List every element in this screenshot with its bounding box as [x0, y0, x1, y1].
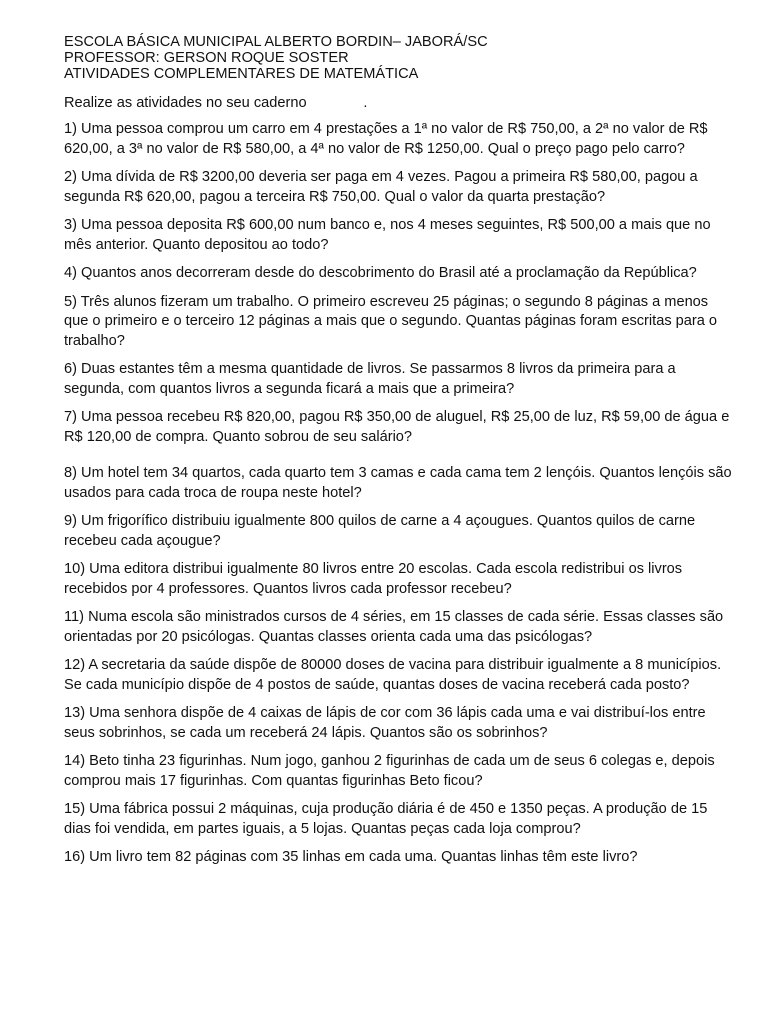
question-3: 3) Uma pessoa deposita R$ 600,00 num banco e, nos 4 meses seguintes, R$ 500,00 a mais que no mês anterior. Quanto depositou ao todo?	[64, 217, 711, 253]
activity-title: ATIVIDADES COMPLEMENTARES DE MATEMÁTICA	[64, 66, 419, 82]
question-9: 9) Um frigorífico distribuiu igualmente 800 quilos de carne a 4 açougues. Quantos quilos de carne recebeu cada açougue?	[64, 513, 696, 549]
question-14: 14) Beto tinha 23 figurinhas. Num jogo, ganhou 2 figurinhas de cada um de seus 6 colegas e, depois comprou mais 17 figurinhas. Com quantas figurinhas Beto ficou?	[64, 753, 715, 789]
question-8: 8) Um hotel tem 34 quartos, cada quarto tem 3 camas e cada cama tem 2 lençóis. Quantos lençóis são usados para cada troca de roupa neste hotel?	[64, 465, 732, 501]
question-12: 12) A secretaria da saúde dispõe de 80000 doses de vacina para distribuir igualmente a 8 municípios. Se cada município dispõe de 4 postos de saúde, quantas doses de vacina receberá cada posto?	[64, 657, 722, 693]
document-page	[64, 34, 732, 868]
question-16: 16) Um livro tem 82 páginas com 35 linhas em cada uma. Quantas linhas têm este livro?	[64, 849, 638, 865]
school-name: ESCOLA BÁSICA MUNICIPAL ALBERTO BORDIN– JABORÁ/SC	[64, 34, 488, 50]
question-2: 2) Uma dívida de R$ 3200,00 deveria ser paga em 4 vezes. Pagou a primeira R$ 580,00, pagou a segunda R$ 620,00, pagou a terceira R$ 750,00. Qual o valor da quarta prestação?	[64, 169, 698, 205]
question-7: 7) Uma pessoa recebeu R$ 820,00, pagou R$ 350,00 de aluguel, R$ 25,00 de luz, R$ 59,00 de água e R$ 120,00 de compra. Quanto sobrou de seu salário?	[64, 409, 730, 445]
question-1: 1) Uma pessoa comprou um carro em 4 prestações a 1ª no valor de R$ 750,00, a 2ª no valor de R$ 620,00, a 3ª no valor de R$ 580,00, a 4ª no valor de R$ 1250,00. Qual o preço pago pelo carro?	[64, 121, 708, 157]
question-11: 11) Numa escola são ministrados cursos de 4 séries, em 15 classes de cada série. Essas classes são orientadas por 20 psicólogas. Quantas classes orienta cada uma das psicólogas?	[64, 609, 724, 645]
instruction-text: Realize as atividades no seu caderno .	[64, 95, 368, 111]
question-6: 6) Duas estantes têm a mesma quantidade de livros. Se passarmos 8 livros da primeira para a segunda, com quantos livros a segunda ficará a mais que a primeira?	[64, 361, 676, 397]
question-10: 10) Uma editora distribui igualmente 80 livros entre 20 escolas. Cada escola redistribui os livros recebidos por 4 professores. Quantos livros cada professor recebeu?	[64, 561, 683, 597]
question-5: 5) Três alunos fizeram um trabalho. O primeiro escreveu 25 páginas; o segundo 8 páginas a menos que o primeiro e o terceiro 12 páginas a mais que o segundo. Quantas páginas foram escritas para o trabalho?	[64, 293, 718, 349]
question-15: 15) Uma fábrica possui 2 máquinas, cuja produção diária é de 450 e 1350 peças. A produção de 15 dias foi vendida, em partes iguais, a 5 lojas. Quantas peças cada loja comprou?	[64, 801, 708, 837]
question-4: 4) Quantos anos decorreram desde do descobrimento do Brasil até a proclamação da República?	[64, 265, 697, 281]
question-13: 13) Uma senhora dispõe de 4 caixas de lápis de cor com 36 lápis cada uma e vai distribuí-los entre seus sobrinhos, se cada um receberá 24 lápis. Quantos são os sobrinhos?	[64, 705, 706, 741]
teacher-name: PROFESSOR: GERSON ROQUE SOSTER	[64, 50, 349, 66]
